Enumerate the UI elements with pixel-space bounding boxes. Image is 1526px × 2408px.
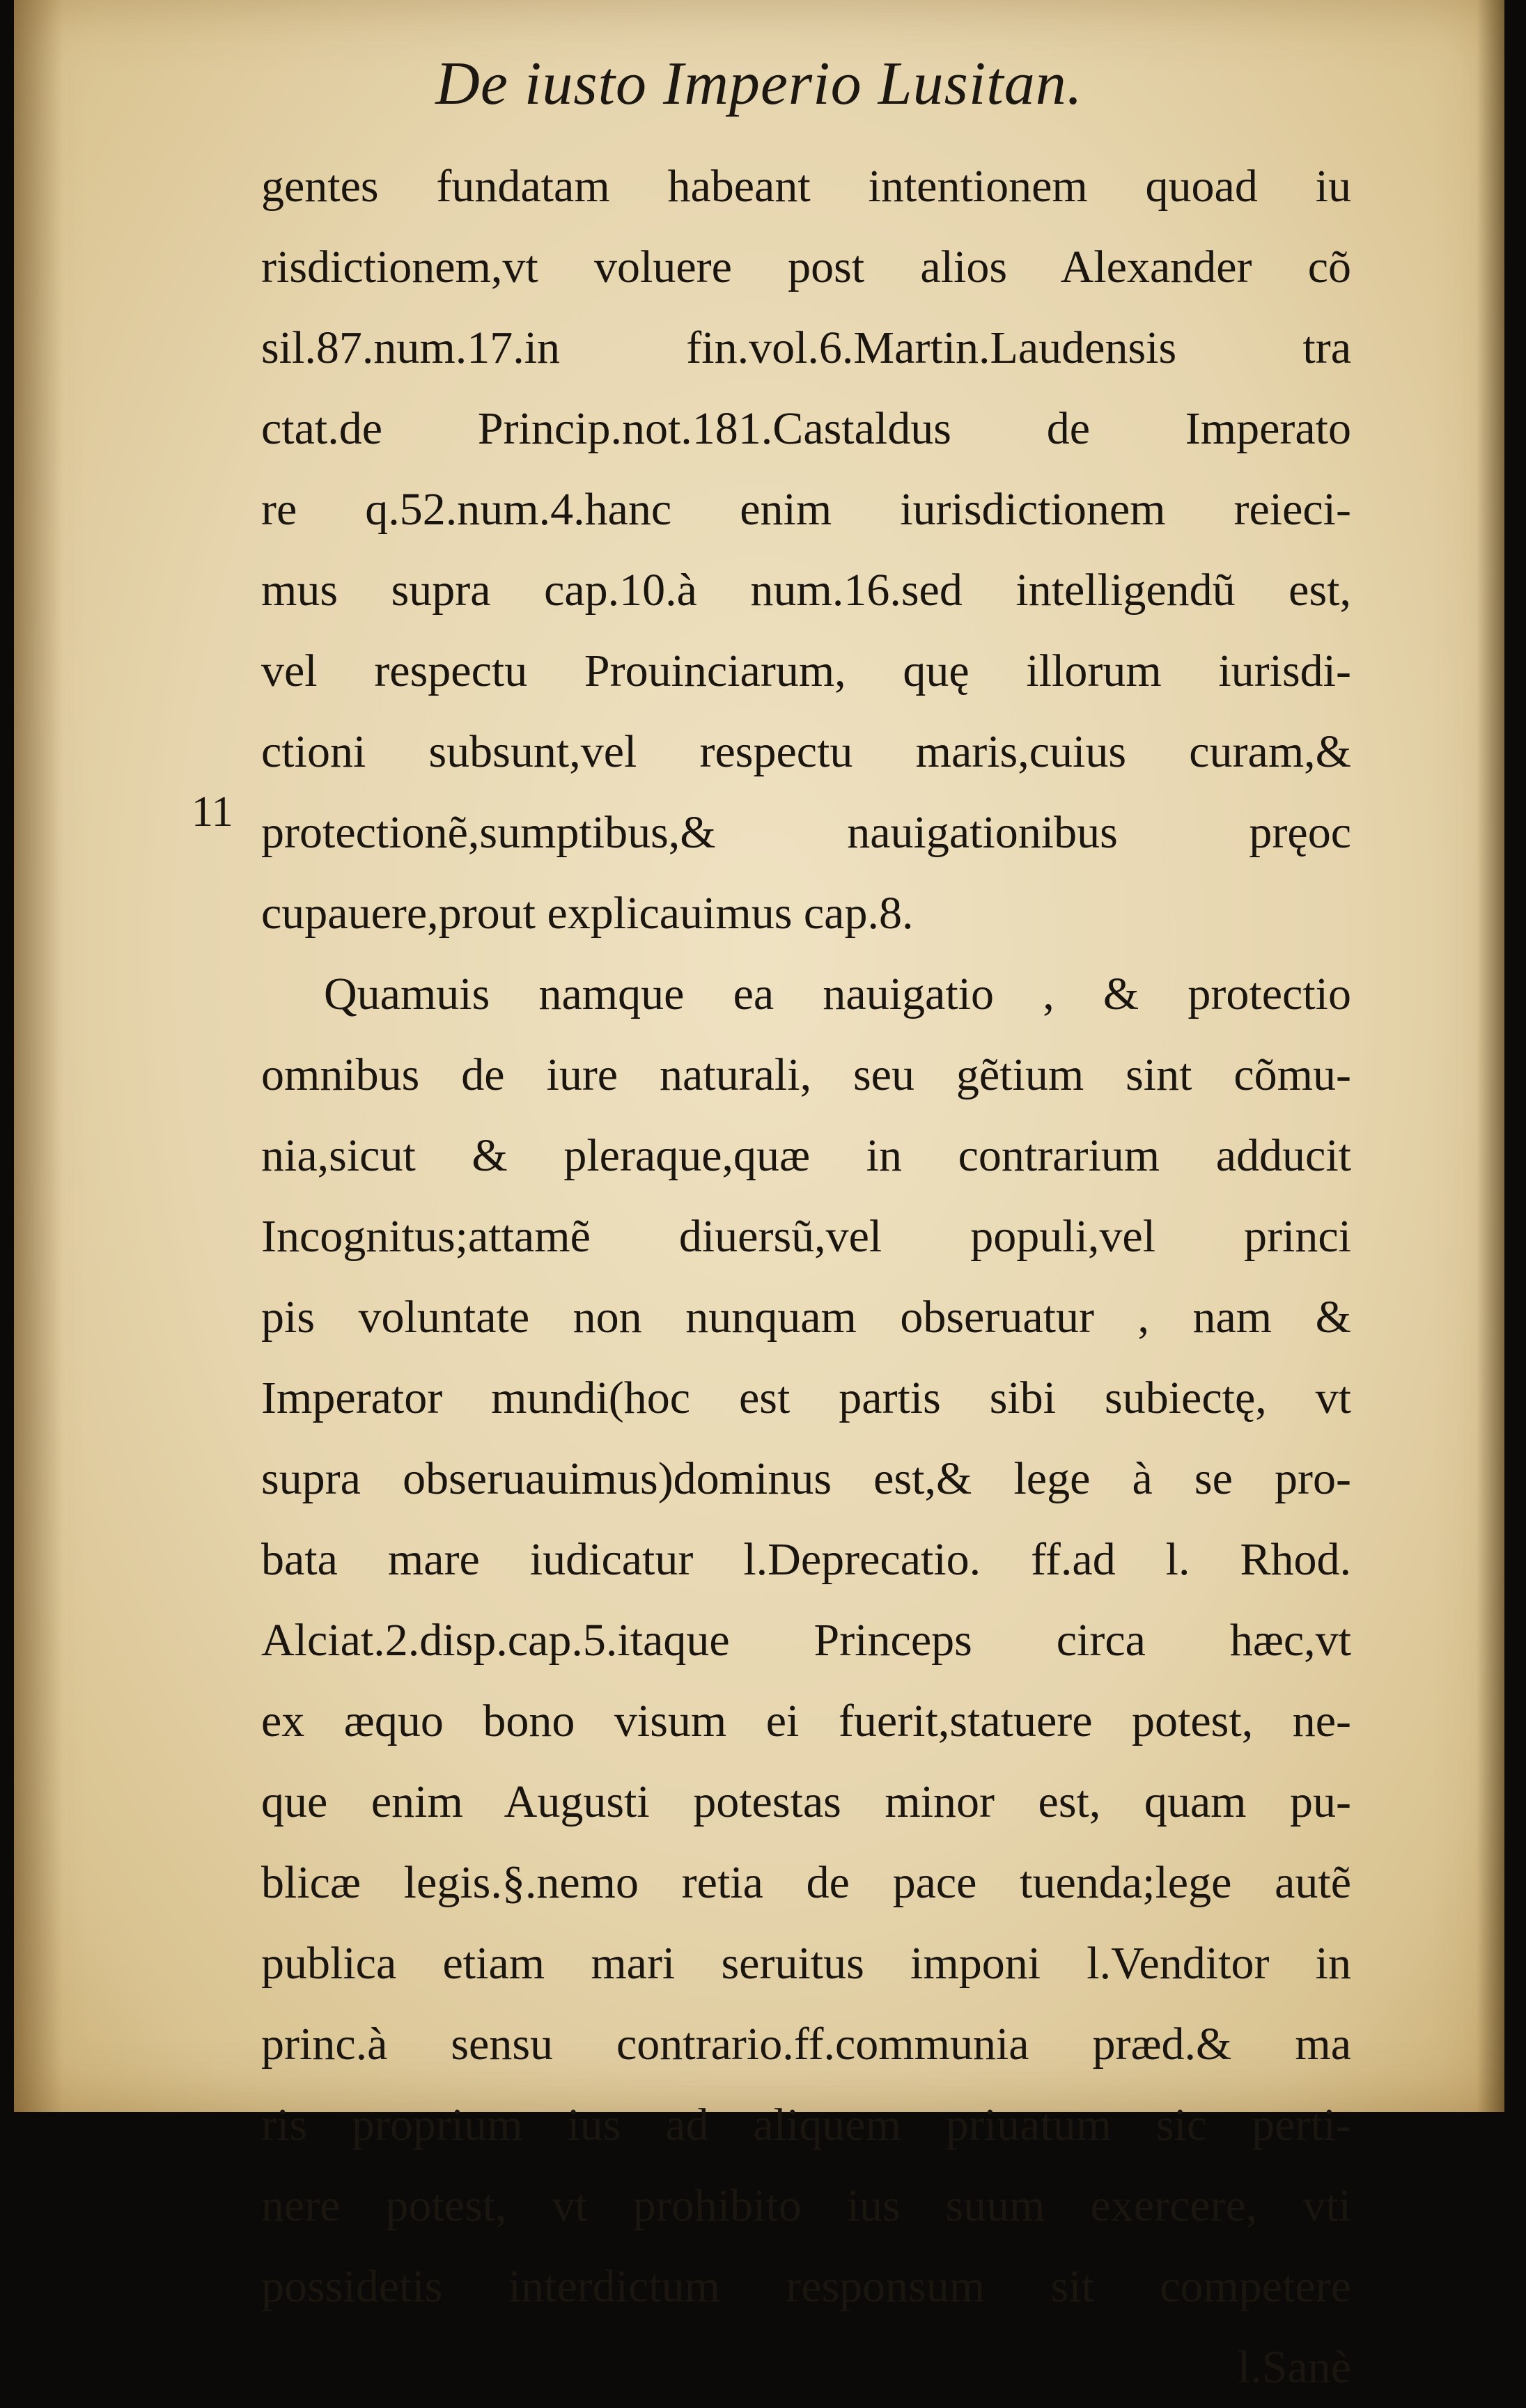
text-line: cupauere,prout explicauimus cap.8. bbox=[261, 888, 914, 939]
text-line: ex æquo bono visum ei fuerit,statuere potest, ne- bbox=[261, 1696, 1351, 1746]
text-line: nia,sicut & pleraque,quæ in contrarium adducit bbox=[261, 1130, 1351, 1181]
text-line: supra obseruauimus)dominus est,& lege à se pro- bbox=[261, 1453, 1351, 1504]
text-line: princ.à sensu contrario.ff.communia præd.& ma bbox=[261, 2019, 1351, 2070]
catchword: l.Sanè bbox=[1237, 2342, 1351, 2393]
text-line: ctioni subsunt,vel respectu maris,cuius curam,& bbox=[261, 726, 1351, 777]
book-page bbox=[14, 0, 1504, 2393]
binding-shadow bbox=[14, 0, 63, 2112]
text-line: Quamuis namque ea nauigatio , & protectio bbox=[324, 969, 1351, 1019]
text-line: Alciat.2.disp.cap.5.itaque Princeps circa hæc,vt bbox=[261, 1615, 1351, 1666]
text-line: pis voluntate non nunquam obseruatur , nam & bbox=[261, 1292, 1351, 1343]
text-line: mus supra cap.10.à num.16.sed intelligendũ est, bbox=[261, 565, 1351, 616]
text-line: gentes fundatam habeant intentionem quoad iu bbox=[261, 161, 1351, 212]
text-line: Incognitus;attamẽ diuersũ,vel populi,vel princi bbox=[261, 1211, 1351, 1262]
text-line: bata mare iudicatur l.Deprecatio. ff.ad l. Rhod. bbox=[261, 1534, 1351, 1585]
text-line: blicæ legis.§.nemo retia de pace tuenda;lege autẽ bbox=[261, 1857, 1351, 1908]
text-line: Imperator mundi(hoc est partis sibi subiectę, vt bbox=[261, 1373, 1351, 1423]
text-line: que enim Augusti potestas minor est, quam pu- bbox=[261, 1776, 1351, 1827]
text-line: vel respectu Prouinciarum, quę illorum iurisdi- bbox=[261, 646, 1351, 696]
body-text bbox=[261, 146, 1351, 2408]
text-line: nere potest, vt prohibito ius suum exercere, vti bbox=[261, 2180, 1351, 2231]
text-line: omnibus de iure naturali, seu gẽtium sint cõmu- bbox=[261, 1049, 1351, 1100]
text-line: ctat.de Princip.not.181.Castaldus de Imperato bbox=[261, 403, 1351, 454]
text-line: risdictionem,vt voluere post alios Alexander cõ bbox=[261, 242, 1351, 292]
text-line: publica etiam mari seruitus imponi l.Venditor in bbox=[261, 1938, 1351, 1989]
text-line: ris proprium ius ad aliquem priuatum sic perti- bbox=[261, 2100, 1351, 2150]
text-line: sil.87.num.17.in fin.vol.6.Martin.Laudensis tra bbox=[261, 322, 1351, 373]
running-title: De iusto Imperio Lusitan. bbox=[435, 50, 1083, 118]
page-edge-shadow bbox=[1477, 0, 1504, 2112]
text-line: protectionẽ,sumptibus,& nauigationibus pręoc bbox=[261, 807, 1351, 858]
text-line: re q.52.num.4.hanc enim iurisdictionem reieci- bbox=[261, 484, 1351, 535]
paragraph-number: 11 bbox=[192, 788, 233, 836]
text-line: possidetis interdictum responsum sit competere bbox=[261, 2261, 1351, 2312]
